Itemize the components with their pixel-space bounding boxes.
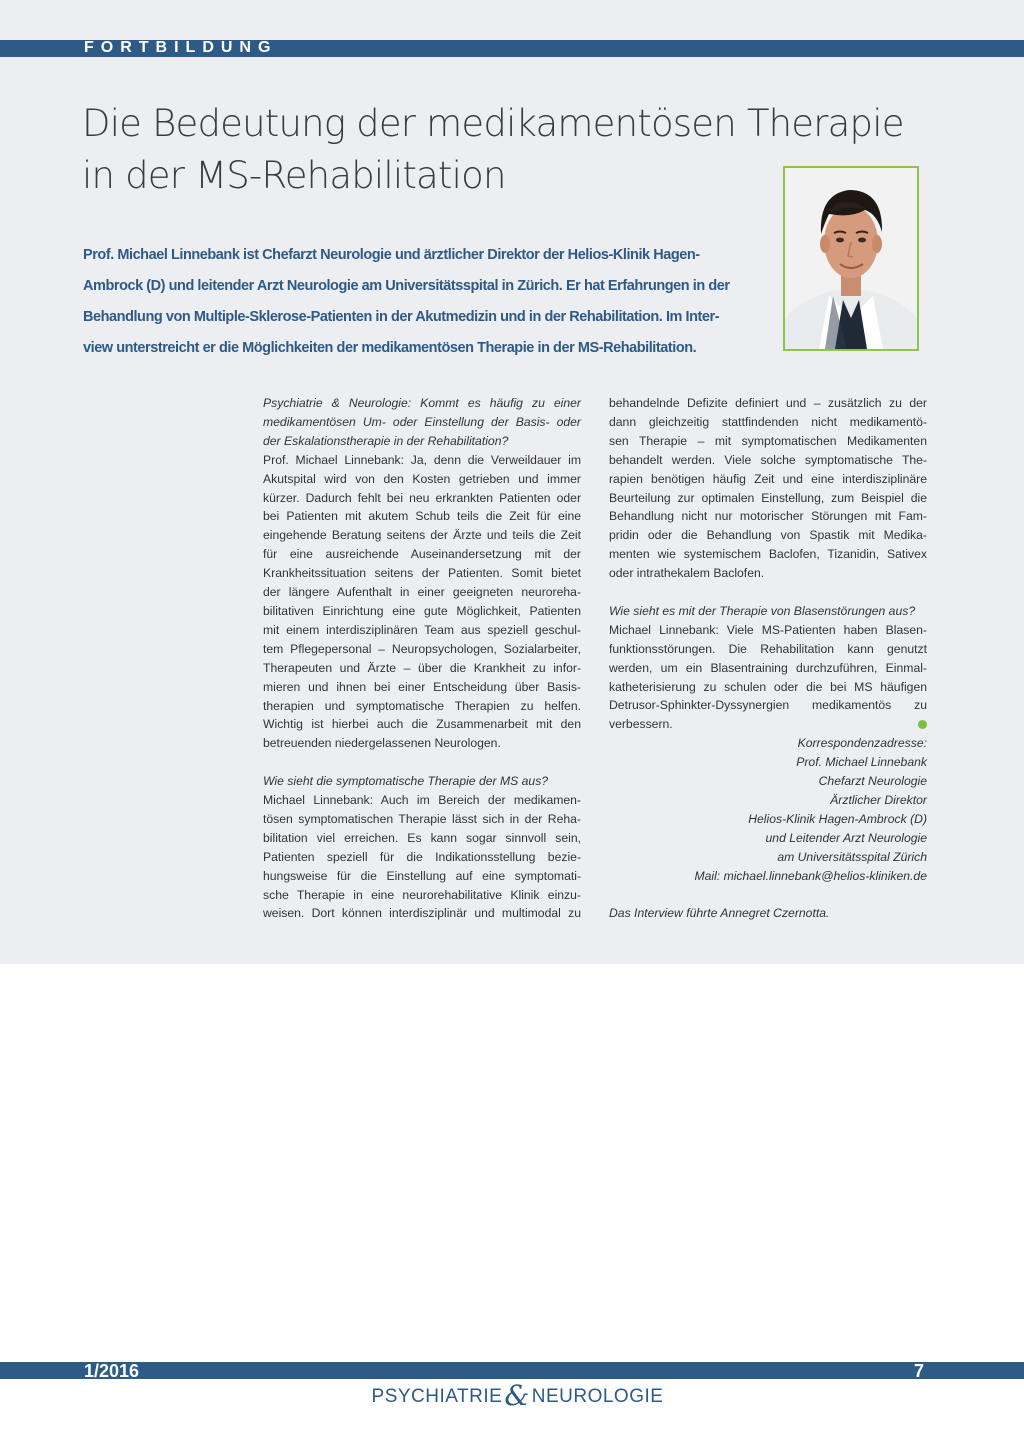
logo-word-neurologie: NEUROLOGIE — [531, 1386, 664, 1407]
correspondence-email[interactable]: Mail: michael.linnebank@helios-kliniken.de — [694, 868, 927, 883]
correspondence-line: Helios-Klinik Hagen-Ambrock (D) — [748, 811, 927, 826]
end-of-article-dot-icon — [918, 720, 927, 729]
title-line-1: Die Bedeutung der medikamentösen Therapie — [82, 102, 904, 145]
answer-line: behandelt werden. Viele solche symptomatische The- — [609, 452, 927, 467]
answer-line — [263, 451, 581, 470]
article-title — [82, 98, 904, 202]
portrait-image — [785, 168, 917, 349]
answer-line: pridin oder die Behandlung von Spastik mit Medika- — [609, 528, 927, 543]
right-column — [609, 394, 927, 923]
answer-line: kürzer. Dadurch fehlt bei neu erkrankten Patienten oder — [263, 490, 581, 505]
footer-bar — [0, 1362, 1024, 1379]
paragraph-gap — [263, 753, 581, 772]
answer-line: mieren und ihnen bei einer Entscheidung über Basis- — [263, 679, 581, 694]
answer-speaker: Michael Linnebank: — [609, 622, 719, 637]
answer-line: dann gleichzeitig stattfindenden nicht medikamentö- — [609, 414, 927, 429]
question-line: medikamentösen Um- oder Einstellung der Basis- oder — [263, 414, 581, 429]
answer-line: behandelnde Defizite definiert und – zusätzlich zu der — [609, 396, 927, 410]
question-line: Wie sieht die symptomatische Therapie der MS aus? — [263, 774, 549, 789]
answer-text: Auch im Bereich der medikamen- — [373, 793, 581, 808]
answer-line: tösen symptomatischen Therapie lässt sich in der Reha- — [263, 811, 581, 826]
answer-line: rapien benötigen häufig Zeit und eine interdisziplinäre — [609, 471, 927, 486]
answer-line: Krankheitssituation seitens der Patienten. Somit bietet — [263, 566, 581, 581]
answer-line: eingehende Beratung seitens der Ärzte und teils die Zeit — [263, 528, 581, 543]
logo-word-psychiatrie: PSYCHIATRIE — [371, 1386, 503, 1407]
answer-line: menten wie systemischem Baclofen, Tizanidin, Sativex — [609, 547, 927, 562]
answer-line: Patienten speziell für die Indikationsstellung bezie- — [263, 849, 581, 864]
answer-speaker: Prof. Michael Linnebank: — [263, 452, 404, 467]
lead-line: Prof. Michael Linnebank ist Chefarzt Neurologie und ärztlicher Direktor der Helios-Klinik Hagen- — [83, 247, 700, 263]
answer-line — [609, 715, 927, 734]
answer-line: katheterisierung zu schulen oder die bei MS häufigen — [609, 679, 927, 694]
answer-text: Ja, denn die Verweildauer im — [404, 452, 582, 467]
answer-line: hungsweise für die Einstellung auf eine symptomati- — [263, 868, 581, 883]
answer-line: Detrusor-Sphinkter-Dyssynergien medikamentös zu — [609, 698, 927, 713]
author-portrait — [783, 166, 919, 351]
lead-line: view unterstreicht er die Möglichkeiten der medikamentösen Therapie in der MS-Rehabilitation. — [83, 340, 697, 356]
lead-line: Ambrock (D) und leitender Arzt Neurologie am Universitätsspital in Zürich. Er hat Erfahrungen in der — [83, 278, 730, 294]
answer-line: bilitation viel erreichen. Es kann sogar sinnvoll sein, — [263, 830, 581, 845]
issue-number: 1/2016 — [84, 1361, 140, 1381]
answer-line: tem Pflegepersonal – Neuropsychologen, Sozialarbeiter, — [263, 641, 581, 656]
answer-line: Behandlung nicht nur motorischer Störungen mit Fam- — [609, 509, 927, 524]
answer-line: der längere Aufenthalt in einer geeigneten neuroreha- — [263, 585, 581, 600]
answer-line: Wichtig ist hierbei auch die Zusammenarbeit mit den — [263, 717, 581, 732]
correspondence-line: Ärztlicher Direktor — [830, 793, 927, 808]
correspondence-line: Korrespondenzadresse: — [797, 736, 927, 751]
answer-line: Beurteilung zur optimalen Einstellung, zum Beispiel die — [609, 490, 927, 505]
section-label: FORTBILDUNG — [84, 39, 278, 56]
answer-line: bei Patienten mit akutem Schub teils die Zeit für eine — [263, 509, 581, 524]
answer-text: Viele MS-Patienten haben Blasen- — [718, 622, 927, 637]
answer-line — [609, 621, 927, 640]
answer-line: sen Therapie – mit symptomatischen Medikamenten — [609, 433, 927, 448]
correspondence-line: Chefarzt Neurologie — [818, 774, 927, 789]
answer-line: oder intrathekalem Baclofen. — [609, 566, 765, 581]
answer-line: für eine ausreichende Auseinandersetzung mit der — [263, 547, 581, 562]
answer-line: weisen. Dort können interdisziplinär und multimodal zu — [263, 906, 581, 921]
answer-speaker: Michael Linnebank: — [263, 793, 374, 808]
answer-line: bilitativen Einrichtung eine gute Möglichkeit, Patienten — [263, 603, 581, 618]
correspondence-line: am Universitätsspital Zürich — [777, 849, 927, 864]
lead-line: Behandlung von Multiple-Sklerose-Patienten in der Akutmedizin und in der Rehabilitation. Im Inter- — [83, 309, 720, 325]
question-line: der Eskalationstherapie in der Rehabilitation? — [263, 433, 509, 448]
paragraph-gap — [609, 583, 927, 602]
answer-line — [263, 791, 581, 810]
paragraph-gap — [609, 886, 927, 905]
question-line: Wie sieht es mit der Therapie von Blasenstörungen aus? — [609, 603, 916, 618]
article-lead — [83, 240, 745, 364]
answer-line: werden, um ein Blasentraining durchzuführen, Einmal- — [609, 660, 927, 675]
title-line-2: in der MS-Rehabilitation — [82, 154, 506, 197]
journal-logo — [355, 1379, 680, 1414]
answer-line: sche Therapie in eine neurorehabilitative Klinik einzu- — [263, 887, 581, 902]
correspondence-line: und Leitender Arzt Neurologie — [765, 830, 927, 845]
answer-line: Akutspital wird von den Kosten getrieben und immer — [263, 471, 581, 486]
left-column — [263, 394, 581, 923]
logo-ampersand: & — [504, 1379, 530, 1412]
answer-line: therapien und symptomatische Therapien zu helfen. — [263, 698, 581, 713]
question-line: Psychiatrie & Neurologie: Kommt es häufig zu einer — [263, 396, 581, 410]
answer-text: verbessern. — [609, 717, 673, 732]
answer-line: funktionsstörungen. Die Rehabilitation kann genutzt — [609, 641, 927, 656]
answer-line: Therapeuten und Ärzte – über die Krankheit zu infor- — [263, 660, 581, 675]
answer-line: betreuenden niedergelassenen Neurologen. — [263, 736, 501, 751]
answer-line: mit einem interdisziplinären Team aus speziell geschul- — [263, 622, 581, 637]
correspondence-line: Prof. Michael Linnebank — [796, 755, 927, 770]
page-number: 7 — [914, 1361, 925, 1381]
interview-credit: Das Interview führte Annegret Czernotta. — [609, 906, 830, 921]
